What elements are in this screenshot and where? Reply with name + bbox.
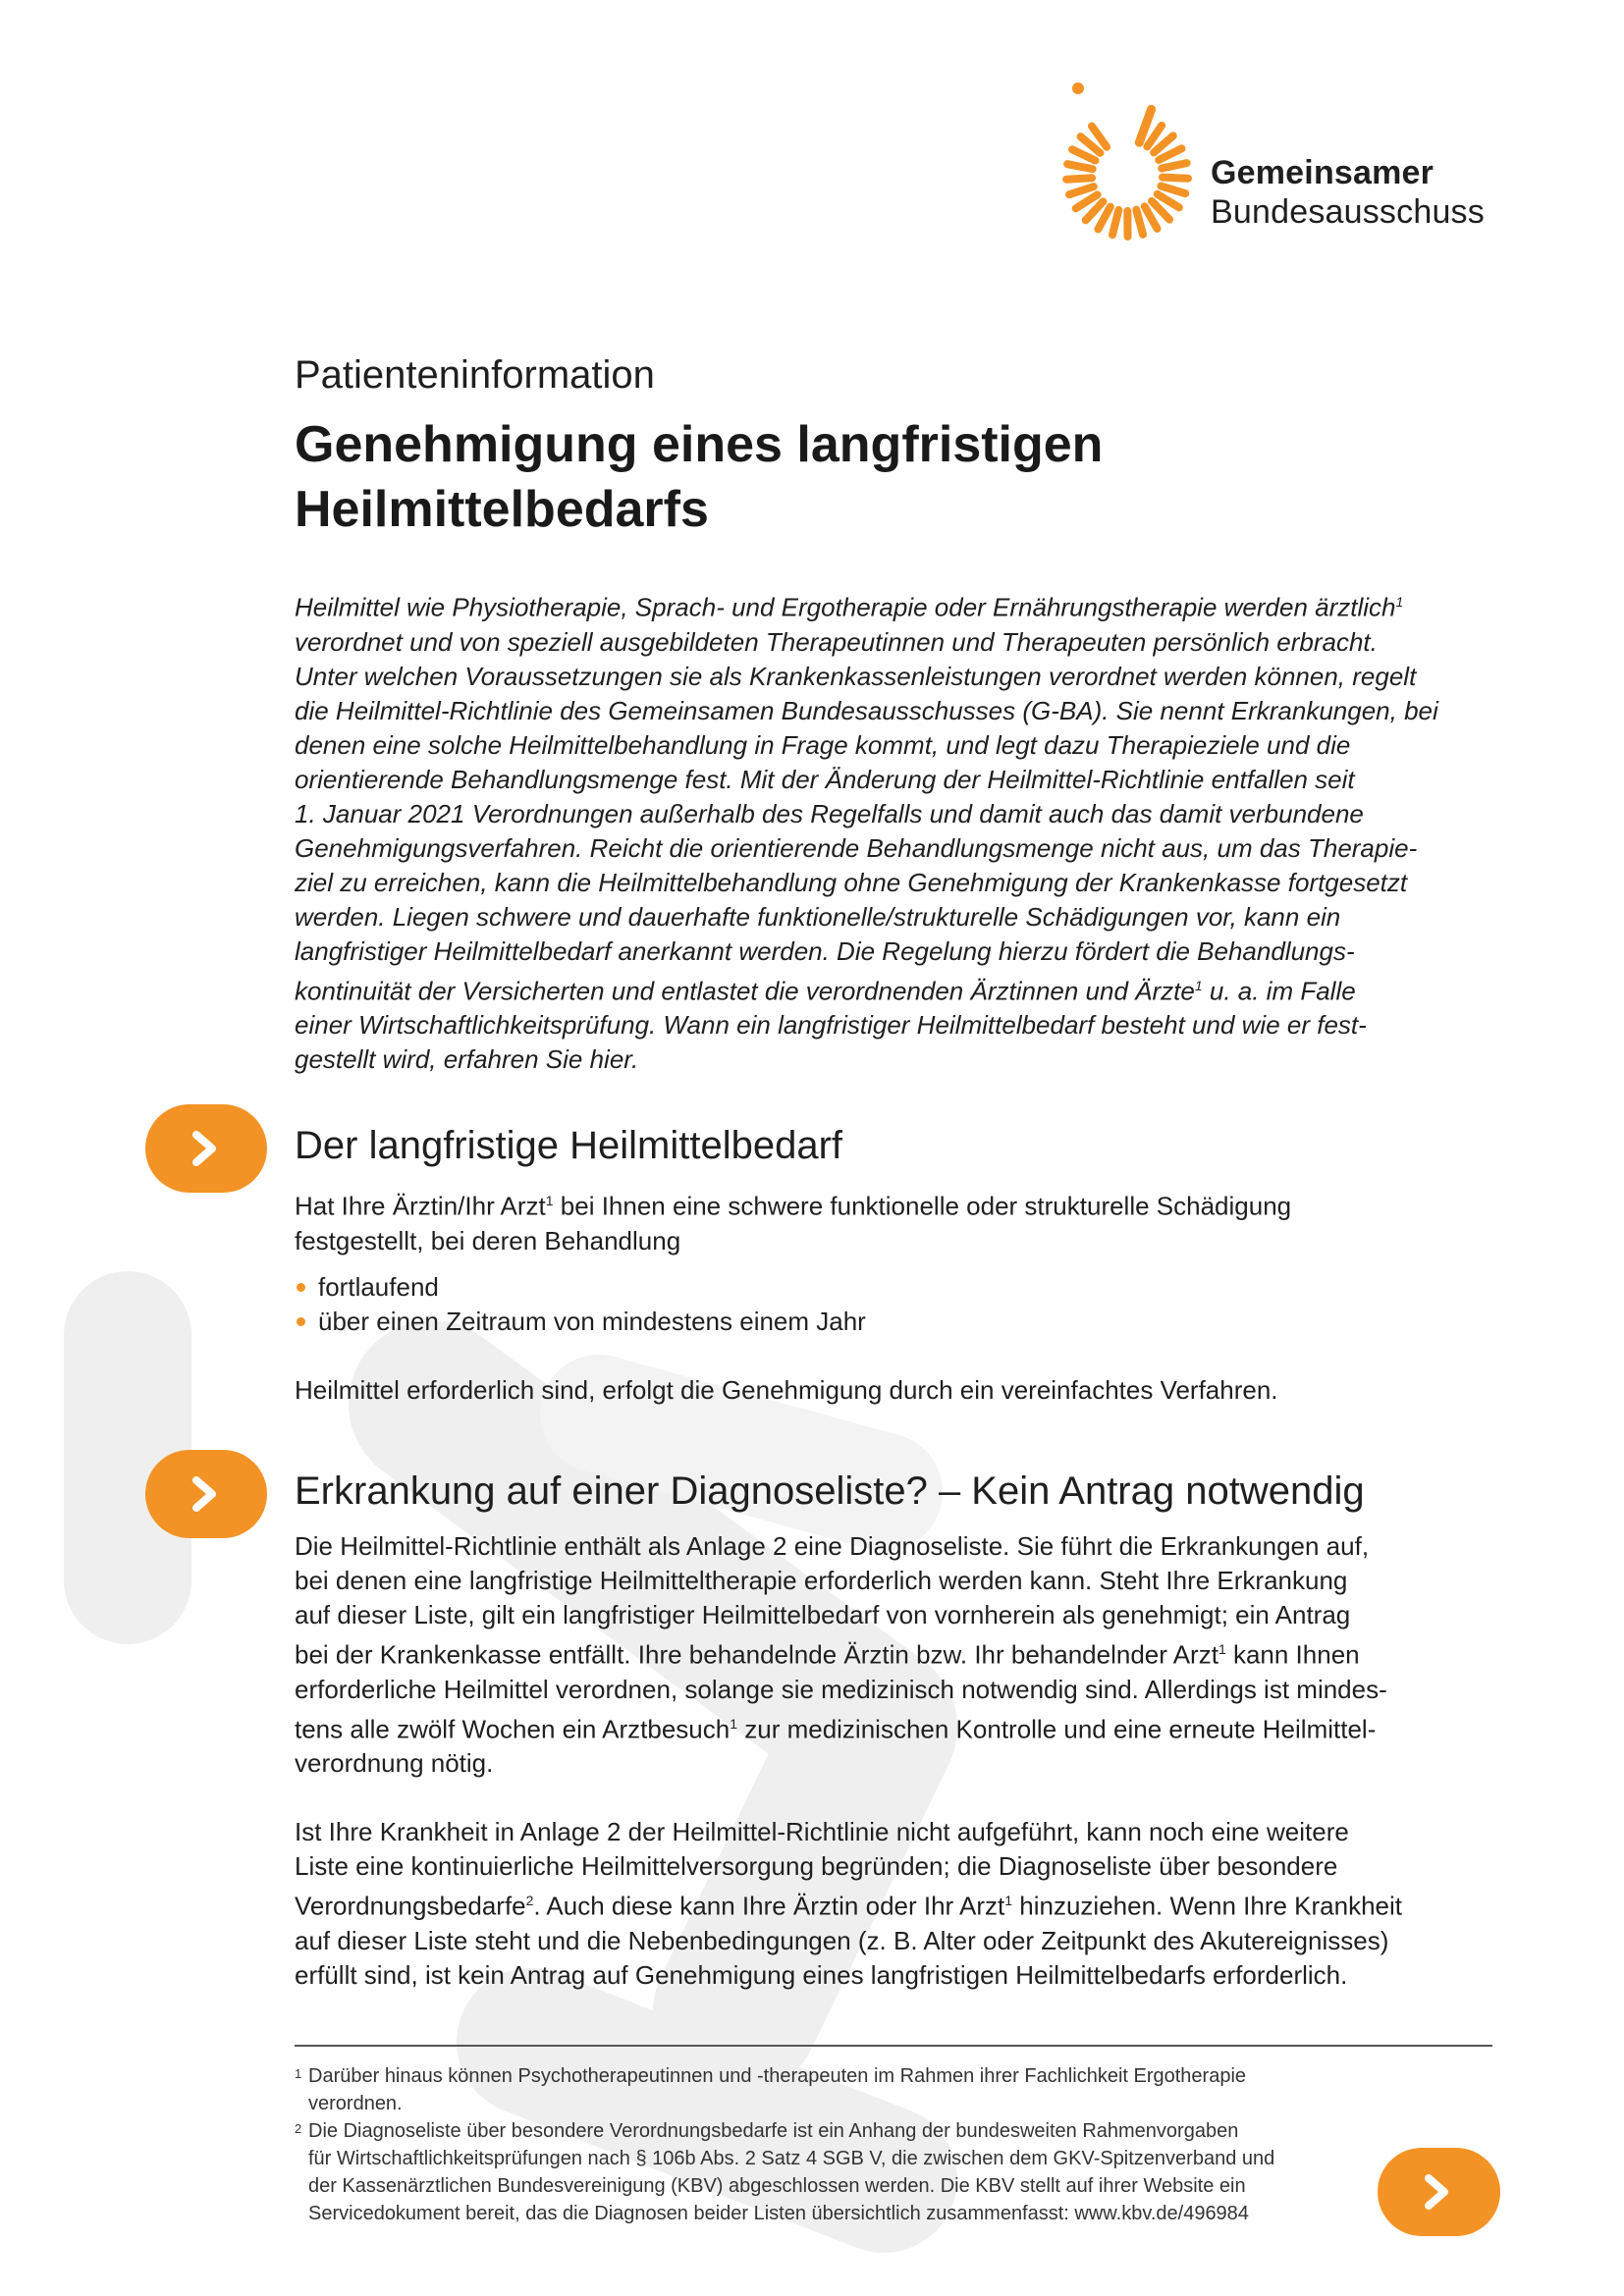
- intro-line: orientierende Behandlungsmenge fest. Mit der Änderung der Heilmittel-Richtlinie entfallen seit: [295, 764, 1355, 794]
- gba-logo: [1058, 73, 1510, 249]
- footnote-1: 1 Darüber hinaus können Psychotherapeutinnen und -therapeuten im Rahmen ihrer Fachlichkeit Ergotherapie verordnen.: [295, 2065, 1247, 2114]
- intro-line: ziel zu erreichen, kann die Heilmittelbehandlung ohne Genehmigung der Krankenkasse fortgesetzt: [295, 867, 1408, 897]
- section-1-bullet-list: [295, 1270, 1488, 1339]
- intro-line: Heilmittel wie Physiotherapie, Sprach- und Ergotherapie oder Ernährungstherapie werden ärztlich$^1$: [295, 592, 1404, 622]
- document-title: [295, 412, 1276, 542]
- section-1-p2: Heilmittel erforderlich sind, erfolgt die Genehmigung durch ein vereinfachtes Verfahren.: [295, 1374, 1278, 1405]
- intro-line: langfristiger Heilmittelbedarf anerkannt werden. Die Regelung hierzu fördert die Behandlungs-: [295, 935, 1355, 966]
- chevron-right-icon: [189, 1476, 224, 1512]
- intro-line: verordnet und von speziell ausgebildeten Therapeutinnen und Therapeuten persönlich erbracht.: [295, 626, 1378, 657]
- chevron-right-icon: [1421, 2174, 1456, 2210]
- footnotes: [295, 2062, 1335, 2227]
- list-item: über einen Zeitraum von mindestens einem Jahr: [295, 1305, 1488, 1339]
- list-item: fortlaufend: [295, 1270, 1488, 1305]
- chevron-right-icon: [189, 1131, 224, 1166]
- intro-line: gestellt wird, erfahren Sie hier.: [295, 1044, 639, 1075]
- section-1-arrow-badge: [145, 1104, 267, 1193]
- title-line-1: Genehmigung eines langfristigen: [295, 416, 1104, 473]
- section-2-body: [295, 1529, 1488, 1993]
- section-2-p2: Ist Ihre Krankheit in Anlage 2 der Heilmittel-Richtlinie nicht aufgeführt, kann noch eine weitere Liste eine kontinuierliche Heilmittelversorgung begründen; die Diagnoseliste über besondere Verordnungsbedarfe$^2$. Auch diese kann Ihre Ärztin oder Ihr Arzt$^1$ hinzuziehen. Wenn Ihre Krankheit auf dieser Liste steht und die Nebenbedingungen (z. B. Alter oder Zeitpunkt des Akutereignisses) erfüllt sind, ist kein Antrag auf Genehmigung eines langfristigen Heilmittelbedarfs erforderlich.: [295, 1817, 1403, 1990]
- logo-line-1: Gemeinsamer: [1211, 154, 1435, 191]
- section-1-body: [295, 1184, 1488, 1408]
- section-2-heading: Erkrankung auf einer Diagnoseliste? – Kein Antrag notwendig: [295, 1469, 1365, 1513]
- section-1-heading: Der langfristige Heilmittelbedarf: [295, 1124, 843, 1167]
- section-1-p1: Hat Ihre Ärztin/Ihr Arzt$^1$ bei Ihnen eine schwere funktionelle oder strukturelle Schädigung festgestellt, bei deren Behandlung: [295, 1191, 1292, 1255]
- footnote-divider: [295, 2045, 1492, 2047]
- footnote-2: 2 Die Diagnoseliste über besondere Verordnungsbedarfe ist ein Anhang der bundesweiten Rahmenvorgaben für Wirtschaftlichkeitsprüfungen nach § 106b Abs. 2 Satz 4 SGB V, die zwischen dem GKV-Spitzenverband und der Kassenärztlichen Bundesvereinigung (KBV) abgeschlossen werden. Die KBV stellt auf ihrer Website ein Servicedokument bereit, das die Diagnosen beider Listen übersichtlich zusammenfasst: www.kbv.de/496984: [295, 2120, 1275, 2224]
- intro-paragraph: [295, 585, 1492, 1077]
- intro-line: Unter welchen Voraussetzungen sie als Krankenkassenleistungen verordnet werden können, regelt: [295, 661, 1417, 691]
- intro-line: 1. Januar 2021 Verordnungen außerhalb des Regelfalls und damit auch das damit verbundene: [295, 798, 1364, 828]
- next-page-button[interactable]: [1378, 2148, 1500, 2236]
- intro-line: kontinuität der Versicherten und entlastet die verordnenden Ärztinnen und Ärzte$^1$ u. a. im Falle: [295, 976, 1356, 1006]
- section-2-p1: Die Heilmittel-Richtlinie enthält als Anlage 2 eine Diagnoseliste. Sie führt die Erkrankungen auf, bei denen eine langfristige Heilmitteltherapie erforderlich werden kann. Steht Ihre Erkrankung auf dieser Liste, gilt ein langfristiger Heilmittelbedarf von vornherein als genehmigt; ein Antrag bei der Krankenkasse entfällt. Ihre behandelnde Ärztin bzw. Ihr behandelnder Arzt$^1$ kann Ihnen erforderliche Heilmittel verordnen, solange sie medizinisch notwendig sind. Allerdings ist mindes- tens alle zwölf Wochen ein Arztbesuch$^1$ zur medizinischen Kontrolle und eine erneute Heilmittel- verordnung nötig.: [295, 1531, 1387, 1779]
- intro-line: einer Wirtschaftlichkeitsprüfung. Wann ein langfristiger Heilmittelbedarf besteht und wie er fest-: [295, 1010, 1367, 1041]
- intro-line: die Heilmittel-Richtlinie des Gemeinsamen Bundesausschusses (G-BA). Sie nennt Erkrankungen, bei: [295, 695, 1438, 725]
- title-line-2: Heilmittelbedarfs: [295, 481, 709, 538]
- document-kicker: Patienteninformation: [295, 353, 655, 397]
- intro-line: Genehmigungsverfahren. Reicht die orientierende Behandlungsmenge nicht aus, um das Therapie-: [295, 832, 1418, 863]
- intro-line: werden. Liegen schwere und dauerhafte funktionelle/strukturelle Schädigungen vor, kann ein: [295, 901, 1341, 932]
- logo-wordmark: [1211, 153, 1485, 232]
- intro-line: denen eine solche Heilmittelbehandlung in Frage kommt, und legt dazu Therapieziele und die: [295, 729, 1351, 760]
- section-2-arrow-badge: [145, 1450, 267, 1538]
- sun-logo-icon: [1058, 73, 1206, 249]
- logo-line-2: Bundesausschuss: [1211, 193, 1485, 231]
